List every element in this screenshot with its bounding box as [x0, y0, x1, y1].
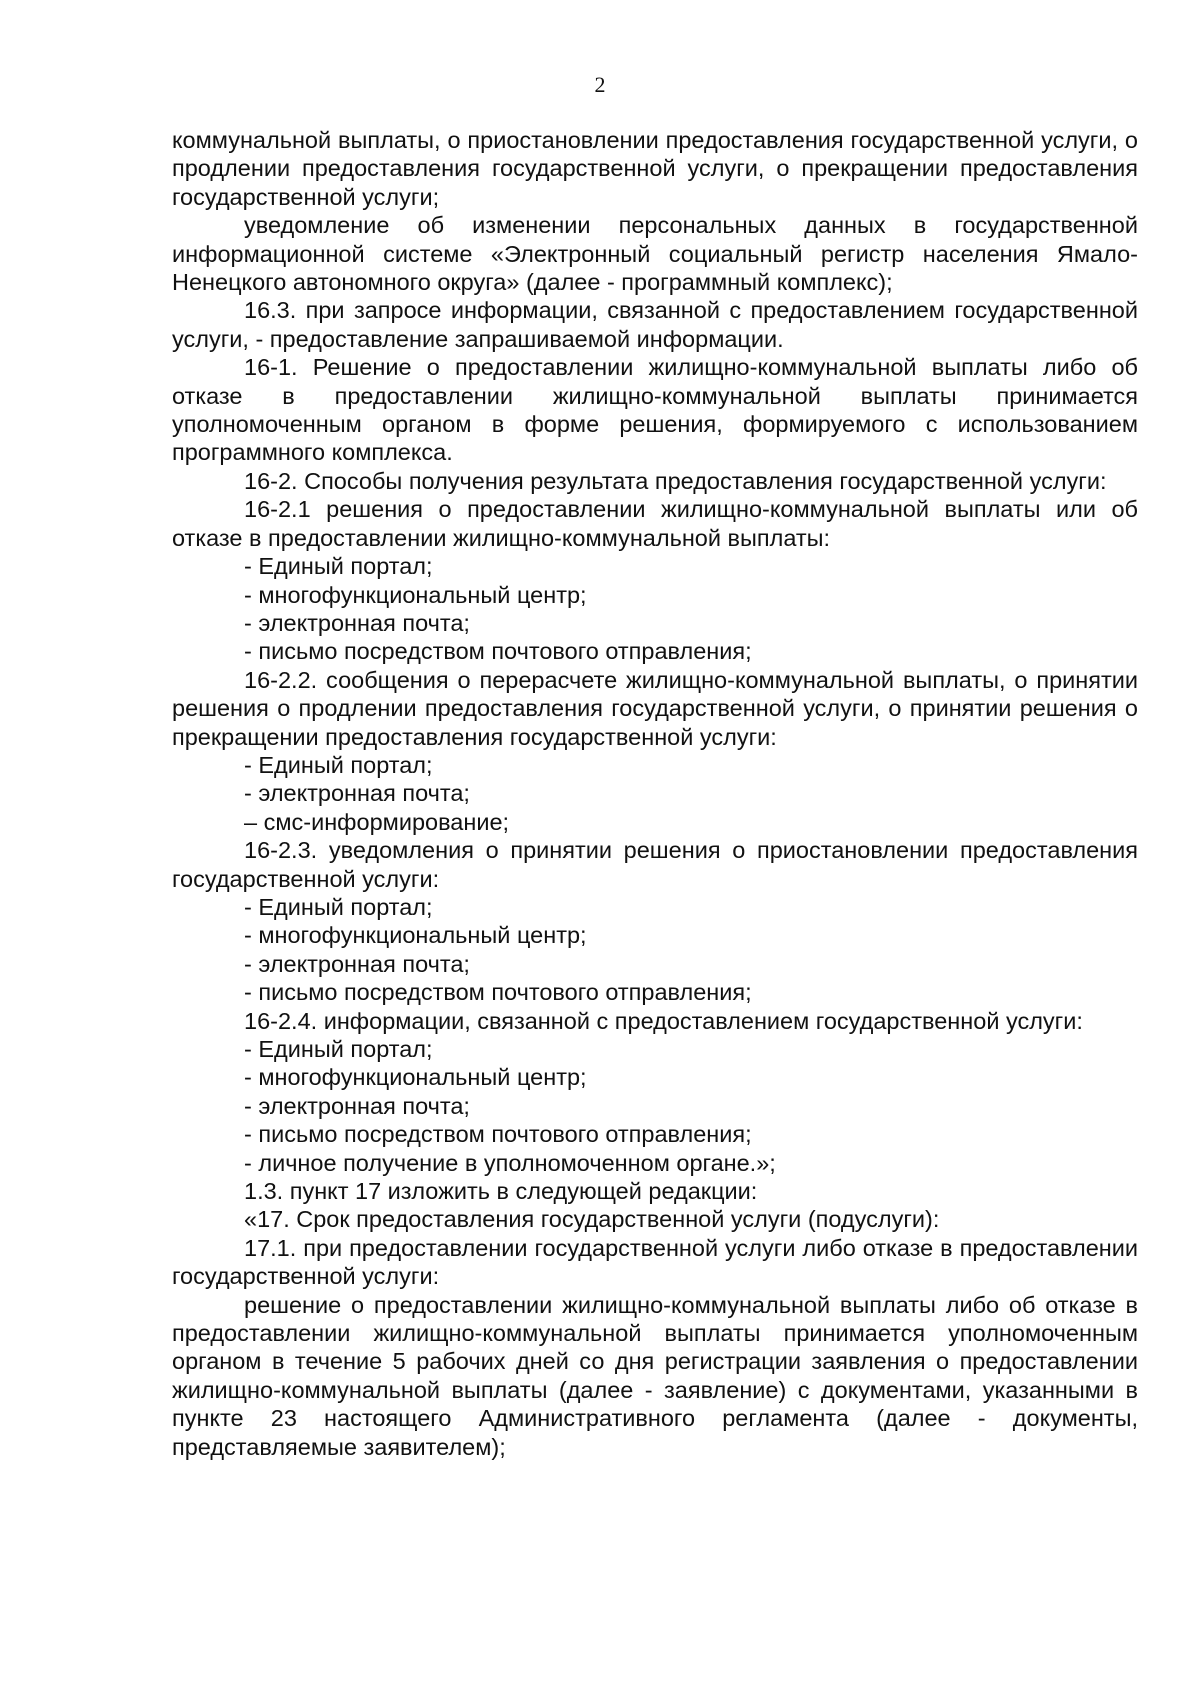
paragraph-16-2-4: 16-2.4. информации, связанной с предоставлением государственной услуги:	[244, 1007, 1083, 1034]
list-item: - многофункциональный центр;	[244, 922, 587, 949]
list-item: - электронная почта;	[244, 950, 470, 977]
list-item: - многофункциональный центр;	[244, 1064, 587, 1091]
list-item: - электронная почта;	[244, 609, 470, 636]
list-item: – смс-информирование;	[244, 808, 510, 835]
paragraph-17-heading: «17. Срок предоставления государственной услуги (подуслуги):	[244, 1206, 940, 1233]
paragraph-16-2-2: 16-2.2. сообщения о перерасчете жилищно-коммунальной выплаты, о принятии решения о продлении предоставления государственной услуги, о принятии решения о прекращении предоставления государственной услуги:	[172, 666, 1138, 750]
list-item: - многофункциональный центр;	[244, 581, 587, 608]
paragraph-16-1: 16-1. Решение о предоставлении жилищно-коммунальной выплаты либо об отказе в предоставлении жилищно-коммунальной выплаты принимается уполномоченным органом в форме решения, формируемого с использованием программного комплекса.	[172, 354, 1138, 466]
list-item: - электронная почта;	[244, 1092, 470, 1119]
paragraph-16-2-1: 16-2.1 решения о предоставлении жилищно-коммунальной выплаты или об отказе в предоставлении жилищно-коммунальной выплаты:	[172, 496, 1138, 551]
paragraph-16-3: 16.3. при запросе информации, связанной с предоставлением государственной услуги, - предоставление запрашиваемой информации.	[172, 297, 1138, 352]
list-item: - Единый портал;	[244, 553, 433, 580]
list-item: - письмо посредством почтового отправления;	[244, 1121, 752, 1148]
paragraph-16-2-3: 16-2.3. уведомления о принятии решения о приостановлении предоставления государственной услуги:	[172, 837, 1138, 892]
paragraph-decision-term: решение о предоставлении жилищно-коммунальной выплаты либо об отказе в предоставлении жилищно-коммунальной выплаты принимается уполномоченным органом в течение 5 рабочих дней со дня регистрации заявления о предоставлении жилищно-коммунальной выплаты (далее - заявление) с документами, указанными в пункте 23 настоящего Административного регламента (далее - документы, представляемые заявителем);	[172, 1291, 1138, 1460]
paragraph-16-2: 16-2. Способы получения результата предоставления государственной услуги:	[244, 467, 1107, 494]
paragraph-1-3: 1.3. пункт 17 изложить в следующей редакции:	[244, 1178, 758, 1205]
paragraph-notification: уведомление об изменении персональных данных в государственной информационной системе «Электронный социальный регистр населения Ямало-Ненецкого автономного округа» (далее - программный комплекс);	[172, 212, 1138, 296]
page-number: 2	[594, 72, 606, 97]
list-item: - письмо посредством почтового отправления;	[244, 638, 752, 665]
paragraph-17-1: 17.1. при предоставлении государственной услуги либо отказе в предоставлении государственной услуги:	[172, 1234, 1138, 1290]
list-item: - письмо посредством почтового отправления;	[244, 979, 752, 1006]
list-item: - Единый портал;	[244, 751, 433, 778]
list-item: - электронная почта;	[244, 780, 470, 807]
list-item: - Единый портал;	[244, 893, 433, 920]
document-body	[172, 126, 1138, 1461]
list-item: - Единый портал;	[244, 1036, 433, 1062]
paragraph-continuation: коммунальной выплаты, о приостановлении предоставления государственной услуги, о продлении предоставления государственной услуги, о прекращении предоставления государственной услуги;	[172, 127, 1138, 210]
list-item: - личное получение в уполномоченном органе.»;	[244, 1149, 776, 1176]
